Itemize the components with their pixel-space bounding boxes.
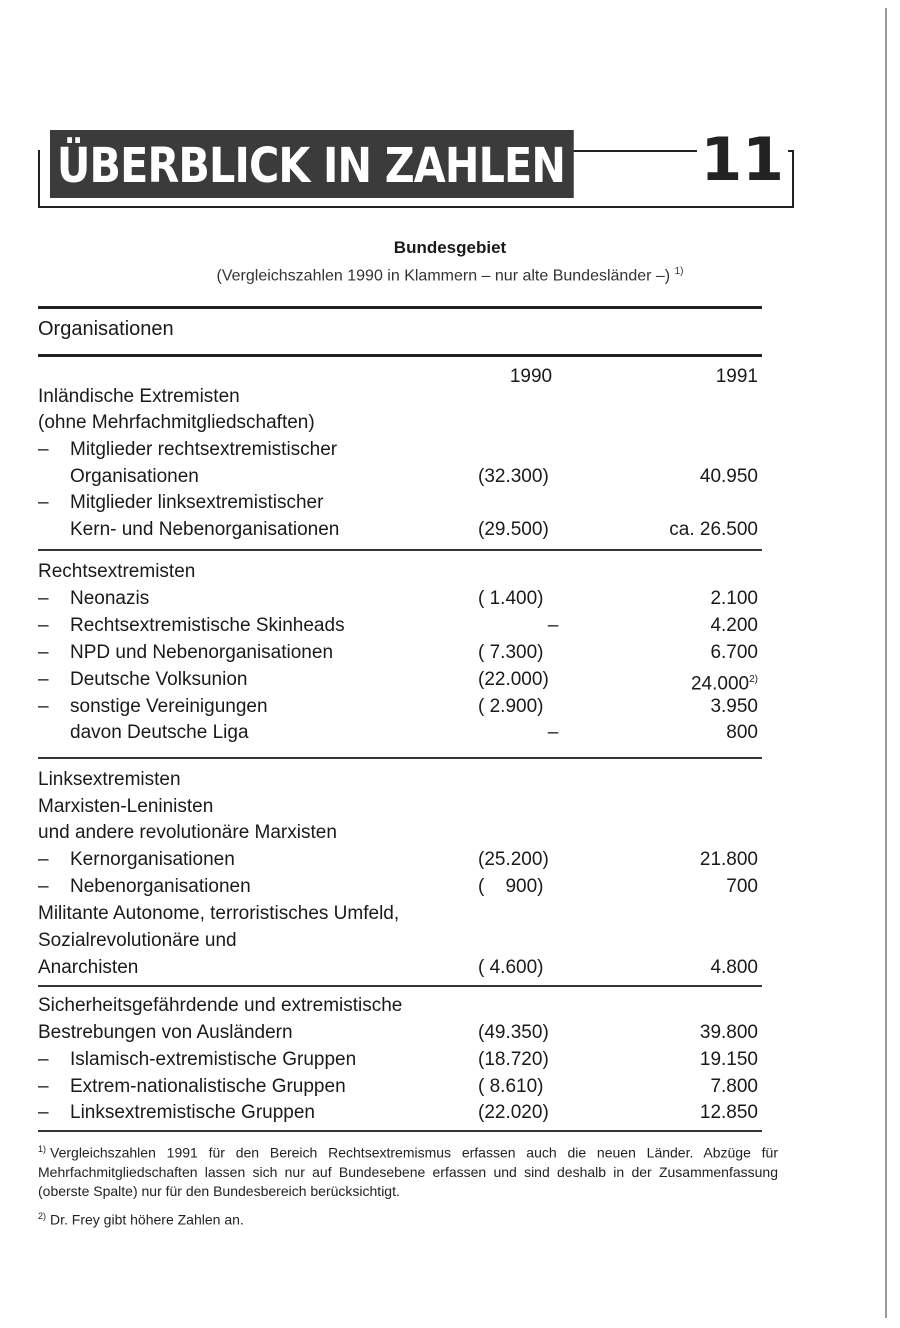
table-row — [38, 517, 762, 543]
comparison-note-text: (Vergleichszahlen 1990 in Klammern – nur alte Bundesländer –) — [216, 267, 671, 285]
value-1991: 24.000 — [690, 673, 750, 695]
value-1990: (25.200) — [478, 849, 549, 870]
table-row — [38, 640, 762, 666]
value-1991: 3.950 — [710, 696, 758, 717]
table-row — [38, 490, 762, 516]
row-label: – Neonazis — [70, 586, 149, 612]
row-label: Kern- und Nebenorganisationen — [70, 519, 340, 540]
table-row — [38, 928, 762, 954]
row-label: Organisationen — [70, 466, 199, 487]
table-row — [38, 586, 762, 612]
table-row — [38, 437, 762, 463]
row-label: Anarchisten — [38, 957, 139, 978]
value-1991: 4.200 — [710, 615, 758, 636]
value-1990: ( 7.300) — [478, 642, 544, 663]
footnote-2 — [38, 1207, 778, 1230]
table-row — [38, 1047, 762, 1073]
value-1990: – — [547, 615, 559, 636]
row-label: Militante Autonome, terroristisches Umfeld, — [38, 903, 400, 924]
page-edge-line — [885, 8, 887, 1318]
value-1990: ( 2.900) — [478, 696, 544, 717]
row-label: – Rechtsextremistische Skinheads — [70, 613, 345, 639]
rule-section — [38, 549, 762, 551]
value-1990: – — [547, 722, 559, 743]
footnote-1 — [38, 1140, 778, 1201]
region-title: Bundesgebiet — [393, 238, 507, 257]
row-label: davon Deutsche Liga — [70, 722, 249, 743]
table-row — [38, 1100, 762, 1126]
value-1991: 12.850 — [699, 1102, 758, 1123]
table-row — [38, 794, 762, 820]
row-label: Bestrebungen von Ausländern — [38, 1022, 293, 1043]
section-organisations: Organisationen — [38, 318, 174, 340]
row-label: – Deutsche Volksunion — [70, 667, 247, 693]
table-row — [38, 464, 762, 490]
table-row — [38, 847, 762, 873]
value-1991: 2.100 — [710, 588, 758, 609]
column-1990: 1990 — [509, 366, 553, 387]
row-label: Linksextremisten — [38, 769, 181, 790]
comparison-note — [0, 266, 900, 285]
row-label: Marxisten-Leninisten — [38, 796, 214, 817]
value-1990: ( 900) — [478, 876, 544, 897]
rule-section — [38, 985, 762, 987]
table-row — [38, 767, 762, 793]
row-label: – Linksextremistische Gruppen — [70, 1100, 315, 1126]
row-label: Rechtsextremisten — [38, 561, 196, 582]
footnote-text: Dr. Frey gibt höhere Zahlen an. — [50, 1211, 244, 1228]
value-1990: (29.500) — [478, 519, 549, 540]
value-1991: 19.150 — [699, 1049, 758, 1070]
value-1991: 6.700 — [710, 642, 758, 663]
chapter-number: 11 — [697, 124, 789, 196]
row-label: (ohne Mehrfachmitgliedschaften) — [38, 412, 315, 433]
value-1991: ca. 26.500 — [669, 519, 758, 540]
table-row — [38, 955, 762, 981]
footnotes — [38, 1140, 778, 1235]
rule-section — [38, 757, 762, 759]
footnote-ref: 2) — [749, 674, 758, 685]
rule-bottom — [38, 1130, 762, 1132]
row-label: – NPD und Nebenorganisationen — [70, 640, 333, 666]
table-row — [38, 410, 762, 436]
table-row — [38, 559, 762, 585]
row-label: – Islamisch-extremistische Gruppen — [70, 1047, 356, 1073]
row-label: – Mitglieder linksextremistischer — [70, 490, 323, 516]
row-label: – Kernorganisationen — [70, 847, 235, 873]
header-frame-bottom — [38, 206, 794, 208]
value-1991-with-note — [691, 667, 758, 697]
table-row — [38, 613, 762, 639]
table-row — [38, 874, 762, 900]
footnote-mark: 2) — [38, 1210, 47, 1221]
table-row — [38, 694, 762, 720]
footnote-text: Vergleichszahlen 1991 für den Bereich Rechtsextremismus erfassen auch die neuen Länder. Abzüge für Mehrfachmitgliedschaften lassen sich nur auf Bundesebene erfassen und sind deshalb in der Zusammenfassung (oberste Spalte) nur für den Bundesbereich berücksichtigt. — [38, 1144, 778, 1199]
value-1991: 7.800 — [710, 1076, 758, 1097]
row-label: – Mitglieder rechtsextremistischer — [70, 437, 337, 463]
table-row — [38, 667, 762, 693]
row-label: und andere revolutionäre Marxisten — [38, 822, 337, 843]
header-frame-left — [38, 150, 40, 208]
value-1990: (22.020) — [478, 1102, 549, 1123]
value-1991: 21.800 — [699, 849, 758, 870]
table-row — [38, 720, 762, 746]
rule-header — [38, 354, 762, 357]
row-label: – sonstige Vereinigungen — [70, 694, 268, 720]
row-label: Sozialrevolutionäre und — [38, 930, 237, 951]
row-label: Sicherheitsgefährdende und extremistische — [38, 995, 403, 1016]
table-row — [38, 901, 762, 927]
row-label: – Nebenorganisationen — [70, 874, 251, 900]
table-row — [38, 1074, 762, 1100]
table-row — [38, 820, 762, 846]
value-1990: (22.000) — [478, 669, 549, 690]
value-1991: 39.800 — [699, 1022, 758, 1043]
chapter-header — [38, 125, 794, 208]
value-1990: (32.300) — [478, 466, 549, 487]
table-row — [38, 384, 762, 410]
value-1990: ( 1.400) — [478, 588, 544, 609]
value-1990: (49.350) — [478, 1022, 549, 1043]
column-1991: 1991 — [715, 366, 758, 387]
chapter-title: ÜBERBLICK IN ZAHLEN — [50, 130, 574, 198]
value-1990: ( 8.610) — [478, 1076, 544, 1097]
value-1991: 40.950 — [699, 466, 758, 487]
rule-top — [38, 306, 762, 309]
row-label: – Extrem-nationalistische Gruppen — [70, 1074, 346, 1100]
value-1990: ( 4.600) — [478, 957, 544, 978]
value-1990: (18.720) — [478, 1049, 549, 1070]
table-row — [38, 1020, 762, 1046]
row-label: Inländische Extremisten — [38, 386, 240, 407]
footnote-mark: 1) — [38, 1144, 47, 1154]
header-frame-right — [792, 150, 794, 208]
value-1991: 800 — [726, 722, 758, 743]
table-row — [38, 993, 762, 1019]
value-1991: 700 — [726, 876, 758, 897]
comparison-note-mark: 1) — [674, 266, 684, 277]
value-1991: 4.800 — [710, 957, 758, 978]
